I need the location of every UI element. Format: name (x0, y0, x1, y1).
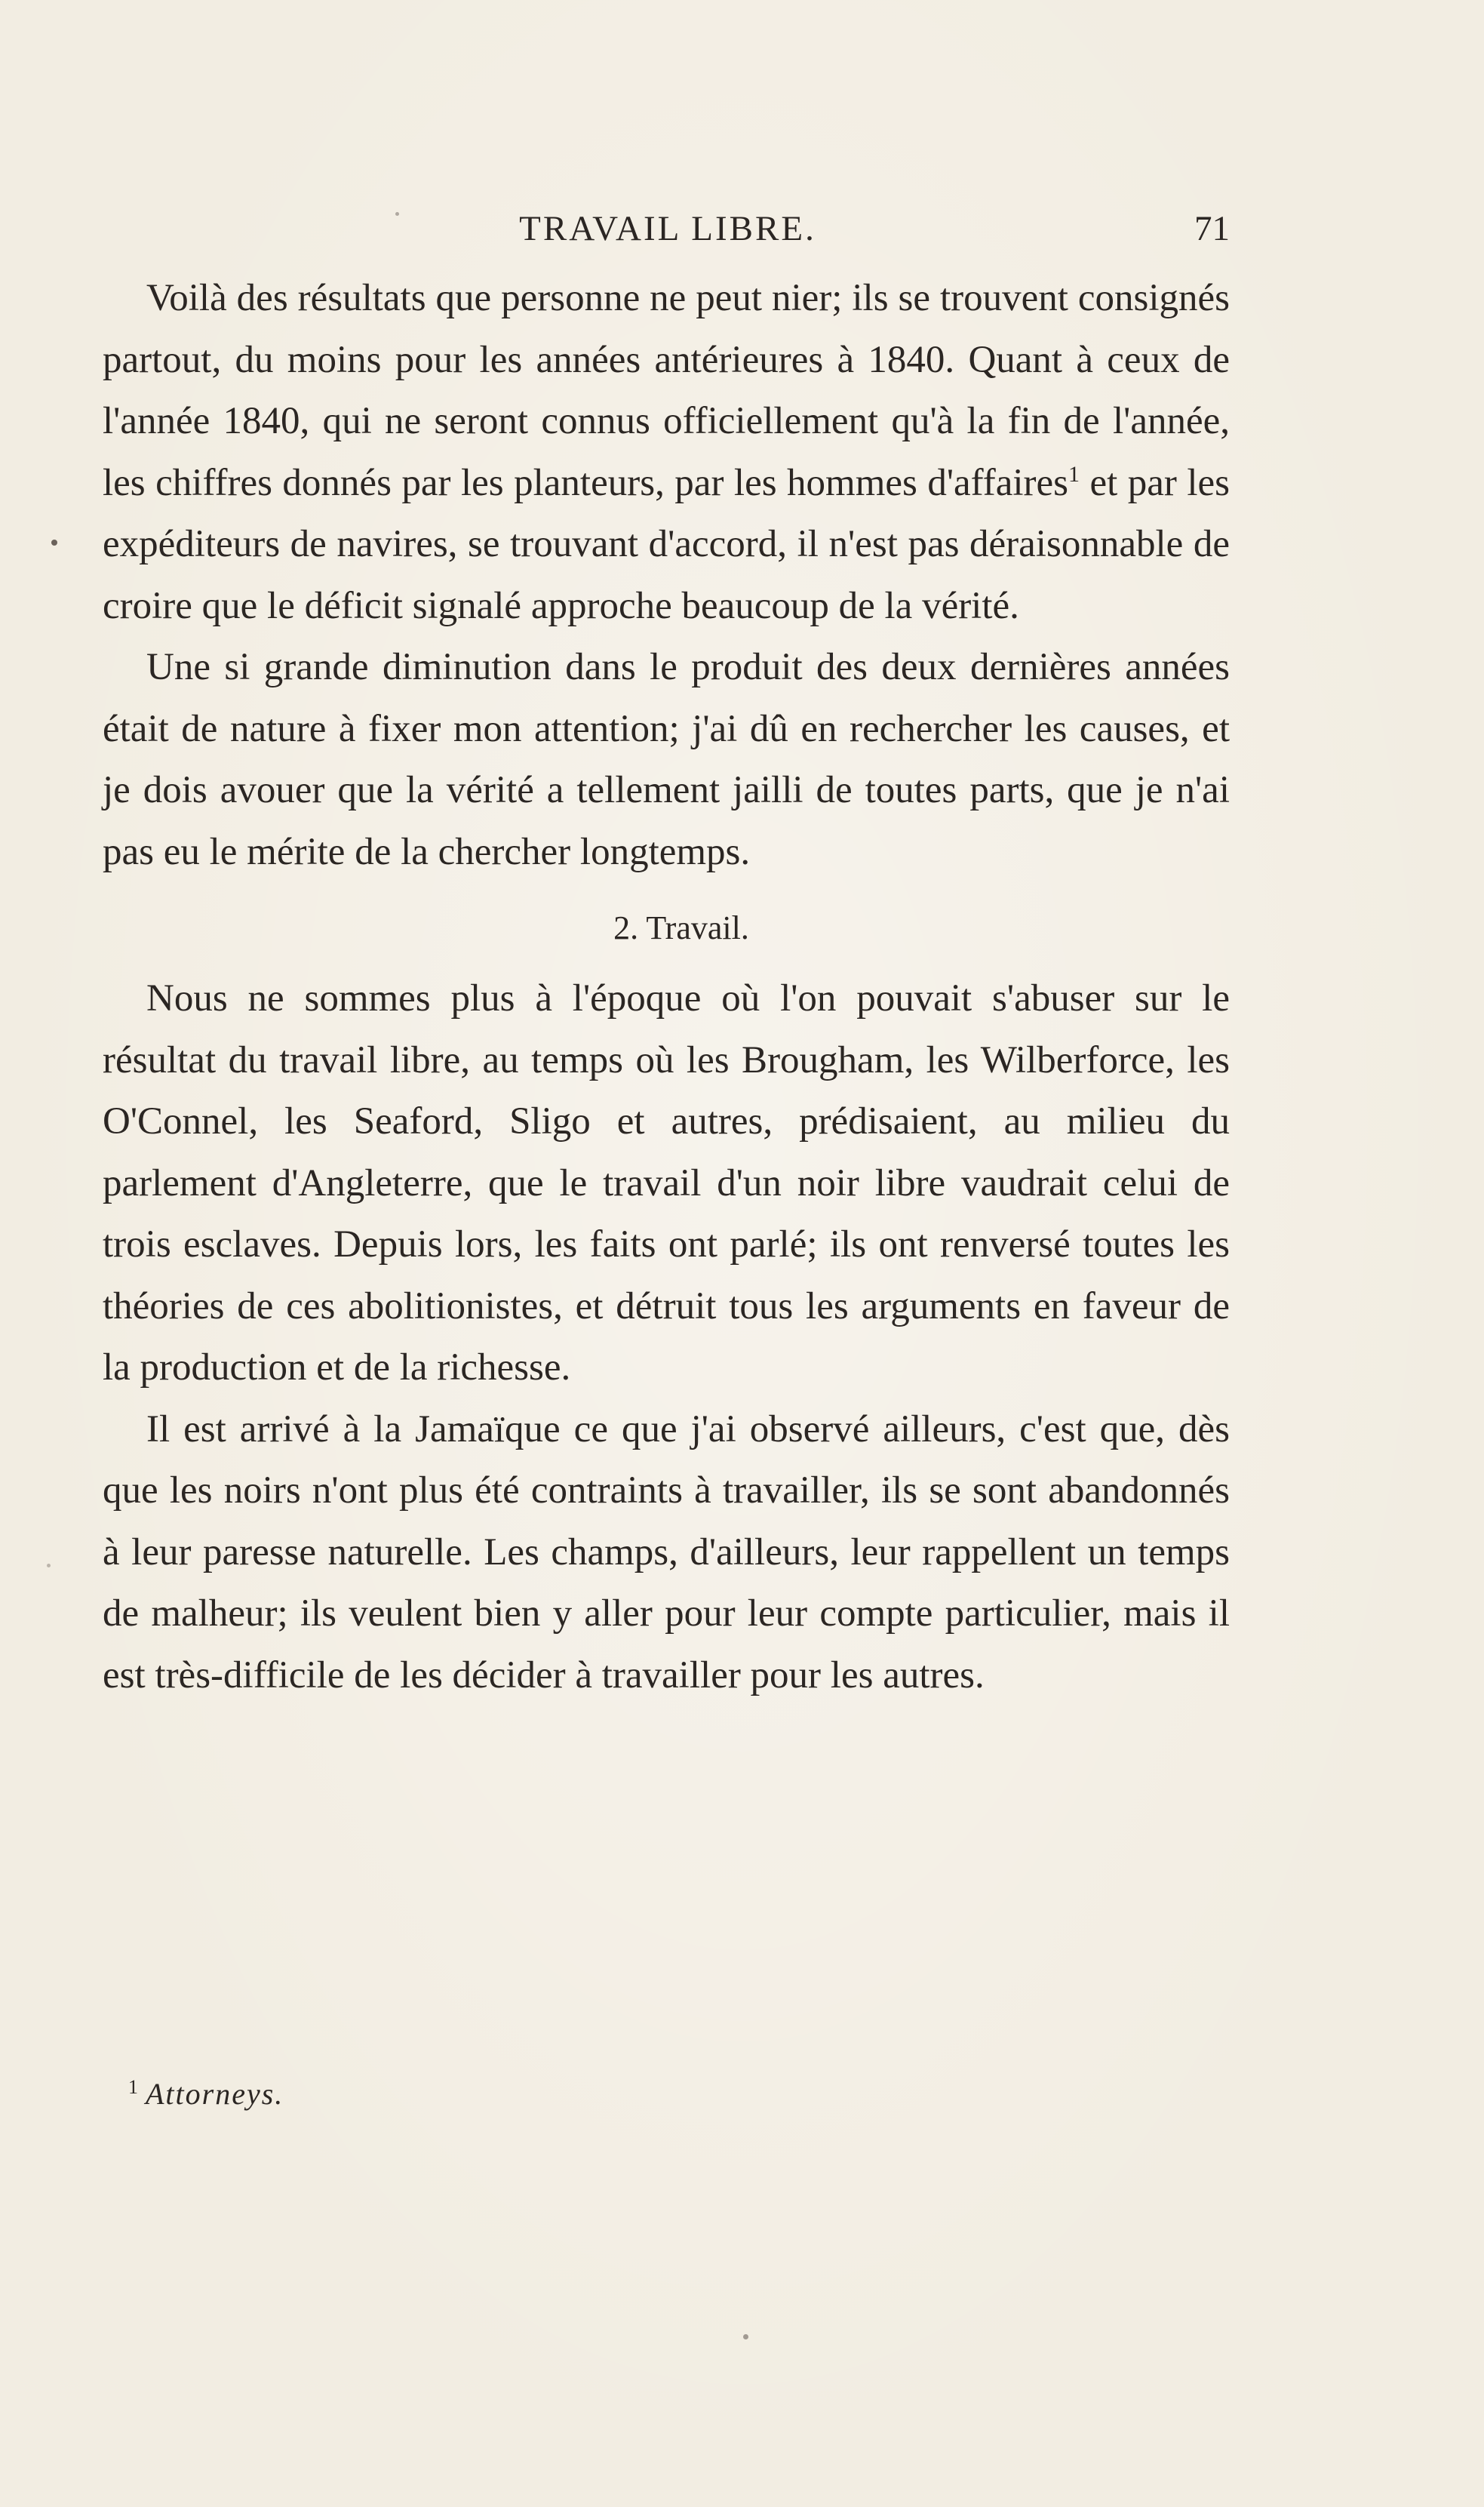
paper-speck (395, 212, 399, 216)
paper-speck (743, 2334, 748, 2339)
paragraph-1-text-b: et par les expéditeurs de navires, se trouvant d'accord, il n'est pas déraisonnable de croire que le déficit signalé approche beaucoup de la vérité. (103, 461, 1231, 627)
paragraph-2: Une si grande diminution dans le produit des deux dernières années était de nature à fixer mon attention; j'ai dû en rechercher les causes, et je dois avouer que la vérité a tellement jailli de toutes parts, que je n'ai pas eu le mérite de la chercher longtemps. (103, 646, 1230, 873)
paragraph-1 (103, 268, 1230, 637)
paragraph-3: Nous ne sommes plus à l'époque où l'on pouvait s'abuser sur le résultat du travail libre, au temps où les Brougham, les Wilberforce, les O'Connel, les Seaford, Sligo et autres, prédisaient, au milieu du parlement d'Angleterre, que le travail d'un noir libre vaudrait celui de trois esclaves. Depuis lors, les faits ont parlé; ils ont renversé toutes les théories de ces abolitionistes, et détruit tous les arguments en faveur de la production et de la richesse. (103, 977, 1230, 1389)
running-title: TRAVAIL LIBRE. (519, 209, 816, 248)
footnote-mark: 1 (128, 2075, 138, 2098)
section-heading: 2. Travail. (613, 909, 749, 946)
footnote-reference: 1 (1068, 461, 1080, 487)
paper-speck (51, 540, 57, 546)
footnote (128, 2072, 284, 2117)
body-text (103, 268, 1230, 1706)
running-head (106, 202, 1230, 255)
page-number: 71 (1194, 209, 1230, 248)
paper-speck (47, 1564, 51, 1567)
footnote-text: Attorneys. (146, 2077, 284, 2111)
paragraph-4: Il est arrivé à la Jamaïque ce que j'ai observé ailleurs, c'est que, dès que les noirs n'ont plus été contraints à travailler, ils se sont abandonnés à leur paresse naturelle. Les champs, d'ailleurs, leur rappellent un temps de malheur; ils veulent bien y aller pour leur compte particulier, mais il est très-difficile de les décider à travailler pour les autres. (103, 1407, 1230, 1696)
paragraph-1-text-a: Voilà des résultats que personne ne peut nier; ils se trouvent consignés partout, du moins pour les années antérieures à 1840. Quant à ceux de l'année 1840, qui ne seront connus officiellement qu'à la fin de l'année, les chiffres donnés par les planteurs, par les hommes d'affaires (103, 277, 1230, 504)
